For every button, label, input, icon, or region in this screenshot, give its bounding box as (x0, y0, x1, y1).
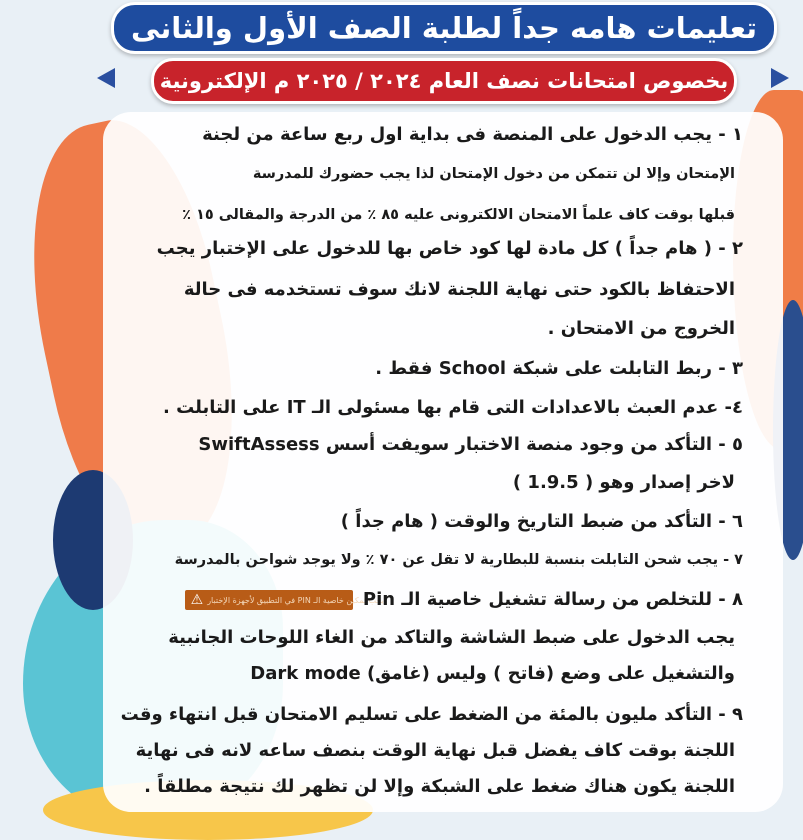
instruction-line: ١ - يجب الدخول على المنصة فى بداية اول ربع ساعة من لجنة (202, 124, 743, 145)
instruction-line: ٧ - يجب شحن التابلت بنسبة للبطارية لا تقل عن ٧٠ ٪ ولا يوجد شواحن بالمدرسة (174, 552, 743, 568)
page-subtitle-text: بخصوص امتحانات نصف العام ٢٠٢٤ / ٢٠٢٥ م الإلكترونية (159, 69, 729, 93)
instruction-line: الخروج من الامتحان . (547, 318, 735, 339)
decor-arrow-left-icon (97, 68, 115, 88)
instruction-line: ٦ - التأكد من ضبط التاريخ والوقت ( هام جداً ) (340, 511, 743, 532)
pin-warning-banner (185, 590, 384, 610)
warning-icon: ⚠ (190, 592, 204, 608)
instruction-line: ٥ - التأكد من وجود منصة الاختبار سويفت أسس SwiftAssess (198, 434, 743, 455)
instruction-line: ٣ - ربط التابلت على شبكة School فقط . (375, 358, 743, 379)
instruction-line: الاحتفاظ بالكود حتى نهاية اللجنة لانك سوف تستخدمه فى حالة (183, 279, 735, 300)
page-title-text: تعليمات هامه جداً لطلبة الصف الأول والثانى (131, 11, 757, 45)
instruction-line: ٢ - ( هام جداً ) كل مادة لها كود خاص بها للدخول على الإختبار يجب (156, 238, 743, 259)
instruction-line: ٩ - التأكد مليون بالمئة من الضغط على تسليم الامتحان قبل انتهاء وقت (120, 704, 743, 725)
instruction-line: لاخر إصدار وهو ( 1.9.5 ) (512, 472, 735, 493)
instruction-line: والتشغيل على وضع (فاتح ) وليس (غامق) Dark mode (250, 663, 735, 684)
instruction-line: يجب الدخول على ضبط الشاشة والتاكد من الغاء اللوحات الجانبية (168, 627, 735, 648)
page-subtitle (151, 58, 737, 104)
instruction-line: ٨ - للتخلص من رسالة تشغيل خاصية الـ Pin (362, 589, 743, 610)
instruction-line: اللجنة يكون هناك ضغط على الشبكة وإلا لن تظهر لك نتيجة مطلقاً . (144, 776, 735, 797)
pin-warning-text: يجب تمكين خاصية الـ PIN في التطبيق لأجهزة الإختبار (207, 595, 384, 605)
decor-arrow-right-icon (771, 68, 789, 88)
instruction-line-pin (181, 589, 743, 610)
instruction-line: الإمتحان وإلا لن تتمكن من دخول الإمتحان لذا يجب حضورك للمدرسة (252, 166, 735, 182)
page-title (111, 2, 777, 54)
instruction-line: اللجنة بوقت كاف يفضل قبل نهاية الوقت بنصف ساعه لانه فى نهاية (135, 740, 735, 761)
instruction-line: ٤- عدم العبث بالاعدادات التى قام بها مسئولى الـ IT على التابلت . (163, 397, 743, 418)
instruction-line: قبلها بوقت كاف علماً الامتحان الالكترونى عليه ٨٥ ٪ من الدرجة والمقالى ١٥ ٪ (182, 207, 735, 223)
